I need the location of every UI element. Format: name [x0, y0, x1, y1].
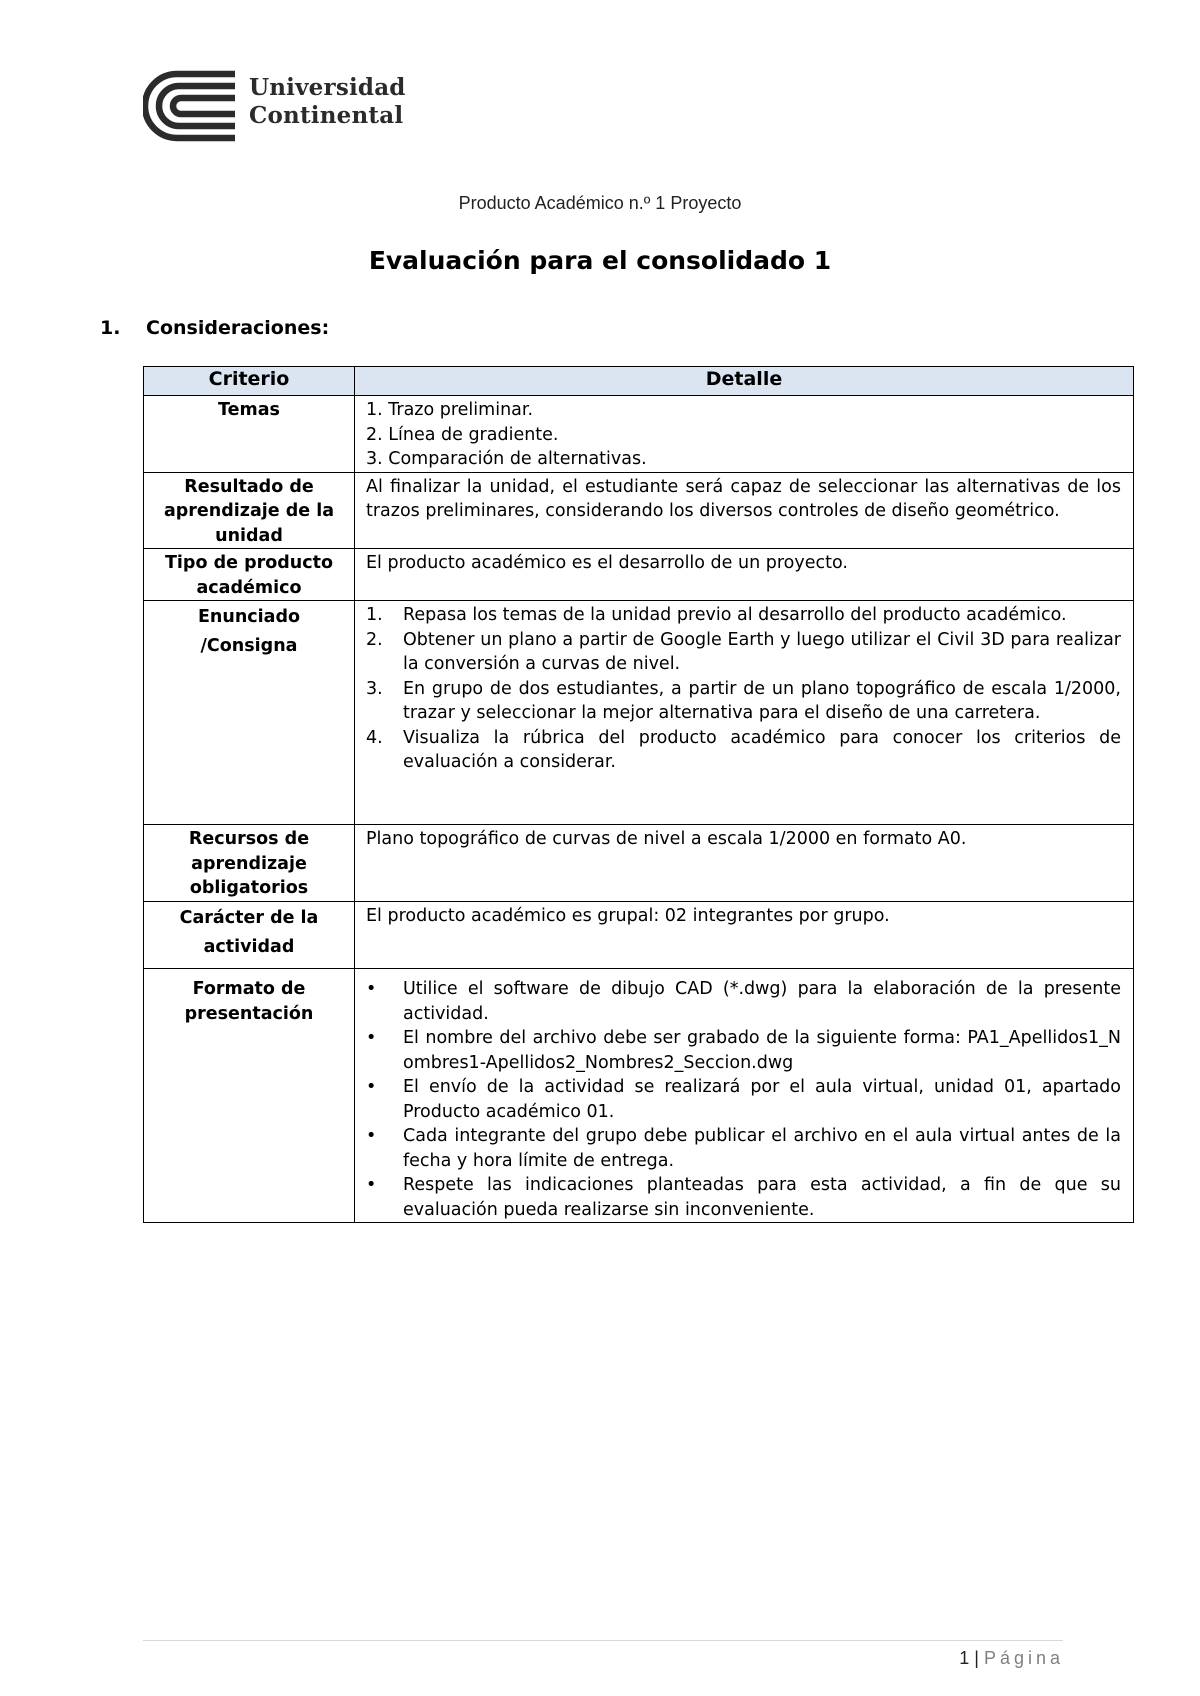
- table-row-temas: [144, 396, 1134, 473]
- table-row-formato: [144, 969, 1134, 1223]
- list-item: • Respete las indicaciones planteadas para esta actividad, a fin de que su evaluación pueda realizarse sin inconveniente.: [366, 1175, 1121, 1220]
- topic-line: 2. Línea de gradiente.: [366, 424, 559, 445]
- continental-logo-icon: [143, 70, 239, 142]
- detail-cell: [355, 601, 1134, 825]
- list-item: 2. Obtener un plano a partir de Google Earth y luego utilizar el Civil 3D para realizar la conversión a curvas de nivel.: [366, 629, 1121, 674]
- table-header-row: [144, 367, 1134, 396]
- criterion-label: Enunciado /Consigna: [144, 601, 355, 825]
- detail-cell: [355, 969, 1134, 1223]
- list-item: • Utilice el software de dibujo CAD (*.dwg) para la elaboración de la presente actividad.: [366, 979, 1121, 1024]
- criterion-label: Tipo de producto académico: [144, 549, 355, 601]
- criterion-label: Recursos de aprendizaje obligatorios: [144, 825, 355, 902]
- header-detalle: Detalle: [355, 367, 1134, 396]
- table-row-enunciado: [144, 601, 1134, 825]
- header-criterio: Criterio: [144, 367, 355, 396]
- list-item: 3. En grupo de dos estudiantes, a partir de un plano topográfico de escala 1/2000, trazar y seleccionar la mejor alternativa para el diseño de una carretera.: [366, 678, 1121, 723]
- criteria-table: [143, 366, 1134, 1223]
- logo-line-2: Continental: [249, 102, 404, 129]
- page-separator: |: [974, 1648, 979, 1668]
- footer-divider: [143, 1640, 1063, 1641]
- logo-line-1: Universidad: [249, 74, 406, 101]
- list-item: • El envío de la actividad se realizará por el aula virtual, unidad 01, apartado Producto académico 01.: [366, 1077, 1121, 1122]
- university-logo: [143, 70, 406, 142]
- criterion-label: Carácter de la actividad: [144, 902, 355, 969]
- format-list: [366, 977, 1121, 1222]
- page-footer: [959, 1648, 1064, 1669]
- page-word: Página: [983, 1648, 1064, 1668]
- detail-cell: El producto académico es grupal: 02 integrantes por grupo.: [355, 902, 1134, 969]
- section-title: Consideraciones:: [146, 317, 330, 339]
- detail-cell: [355, 396, 1134, 473]
- table-row-tipo: [144, 549, 1134, 601]
- table-row-resultado: [144, 472, 1134, 549]
- document-title: Evaluación para el consolidado 1: [368, 246, 832, 275]
- section-number: 1.: [100, 317, 121, 339]
- criterion-label: Formato de presentación: [144, 969, 355, 1223]
- table-row-caracter: [144, 902, 1134, 969]
- list-item: • Cada integrante del grupo debe publicar el archivo en el aula virtual antes de la fecha y hora límite de entrega.: [366, 1126, 1121, 1171]
- detail-cell: Plano topográfico de curvas de nivel a escala 1/2000 en formato A0.: [355, 825, 1134, 902]
- criterion-label: Resultado de aprendizaje de la unidad: [144, 472, 355, 549]
- document-subtitle: Producto Académico n.º 1 Proyecto: [458, 193, 742, 213]
- list-item: 1. Repasa los temas de la unidad previo al desarrollo del producto académico.: [366, 605, 1067, 625]
- page-number: 1: [959, 1648, 970, 1668]
- table-row-recursos: [144, 825, 1134, 902]
- topic-line: 1. Trazo preliminar.: [366, 400, 534, 420]
- logo-wordmark: [249, 74, 406, 130]
- detail-cell: Al finalizar la unidad, el estudiante será capaz de seleccionar las alternativas de los trazos preliminares, considerando los diversos controles de diseño geométrico.: [355, 472, 1134, 549]
- detail-cell: El producto académico es el desarrollo de un proyecto.: [355, 549, 1134, 601]
- topic-line: 3. Comparación de alternativas.: [366, 449, 647, 469]
- list-item: 4. Visualiza la rúbrica del producto académico para conocer los criterios de evaluación a considerar.: [366, 727, 1121, 772]
- section-heading: [100, 317, 329, 339]
- criterion-label: Temas: [144, 396, 355, 473]
- list-item: • El nombre del archivo debe ser grabado de la siguiente forma: PA1_Apellidos1_Nombres1-Apellidos2_Nombres2_Seccion.dwg: [366, 1028, 1121, 1073]
- instructions-list: [366, 603, 1121, 775]
